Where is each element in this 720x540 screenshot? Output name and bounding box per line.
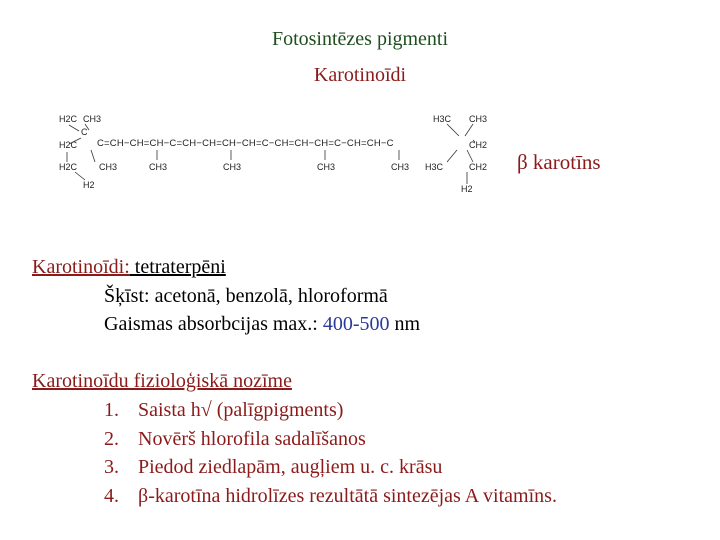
polyene-chain: C=CH−CH=CH−C=CH−CH=CH−CH=C−CH=CH−CH=C−CH=CH−C [97, 138, 394, 149]
list-text: -karotīna hidrolīzes rezultātā sintezējas A vitamīns. [148, 485, 557, 507]
list-text: Saista h [138, 399, 201, 421]
absorption-unit: nm [389, 313, 421, 335]
slide-subtitle: Karotinoīdi [313, 64, 407, 86]
list-text-suffix: (palīgpigments) [211, 399, 344, 421]
absorption-prefix: Gaismas absorbcijas max.: [104, 313, 323, 335]
list-text: Novērš hlorofila sadalīšanos [138, 428, 366, 450]
atom-label: CH3 [83, 114, 102, 124]
atom-label: H3C [433, 114, 452, 124]
slide-title: Fotosintēzes pigmenti [271, 28, 449, 50]
atom-label: CH2 [469, 140, 488, 150]
absorption-line [104, 313, 420, 336]
atom-label: CH2 [469, 162, 488, 172]
list-number: 2. [104, 428, 119, 450]
atom-label: H2 [83, 180, 95, 190]
section2-heading: Karotinoīdu fizioloģiskā nozīme [32, 370, 292, 392]
beta-carotene-structure [55, 108, 500, 203]
atom-label: H3C [425, 162, 444, 172]
atom-label: H2C [59, 114, 78, 124]
atom-label: H2 [461, 184, 473, 194]
atom-label: C [81, 127, 88, 137]
methyl-label: CH3 [149, 162, 168, 172]
atom-label: CH3 [469, 114, 488, 124]
methyl-label: CH3 [391, 162, 410, 172]
atom-label: CH3 [99, 162, 118, 172]
beta-symbol: β [138, 485, 149, 507]
list-item [104, 456, 442, 479]
methyl-label: CH3 [223, 162, 242, 172]
structure-label: β karotīns [517, 150, 601, 174]
list-text: Piedod ziedlapām, augļiem u. c. krāsu [138, 456, 443, 478]
list-item [104, 399, 343, 422]
list-number: 3. [104, 456, 119, 478]
atom-label: H2C [59, 162, 78, 172]
section1-heading: Karotinoīdi: [32, 256, 130, 278]
nu-symbol: √ [200, 399, 212, 421]
atom-label: H2C [59, 140, 78, 150]
solubility-text: Šķīst: acetonā, benzolā, hloroformā [104, 285, 388, 307]
list-number: 4. [104, 485, 119, 507]
list-item [104, 428, 366, 451]
absorption-value: 400-500 [322, 313, 390, 335]
list-item [104, 485, 557, 508]
list-number: 1. [104, 399, 119, 421]
section1-heading-rest: tetraterpēni [129, 256, 226, 278]
methyl-label: CH3 [317, 162, 336, 172]
section1-heading-line [32, 256, 226, 279]
